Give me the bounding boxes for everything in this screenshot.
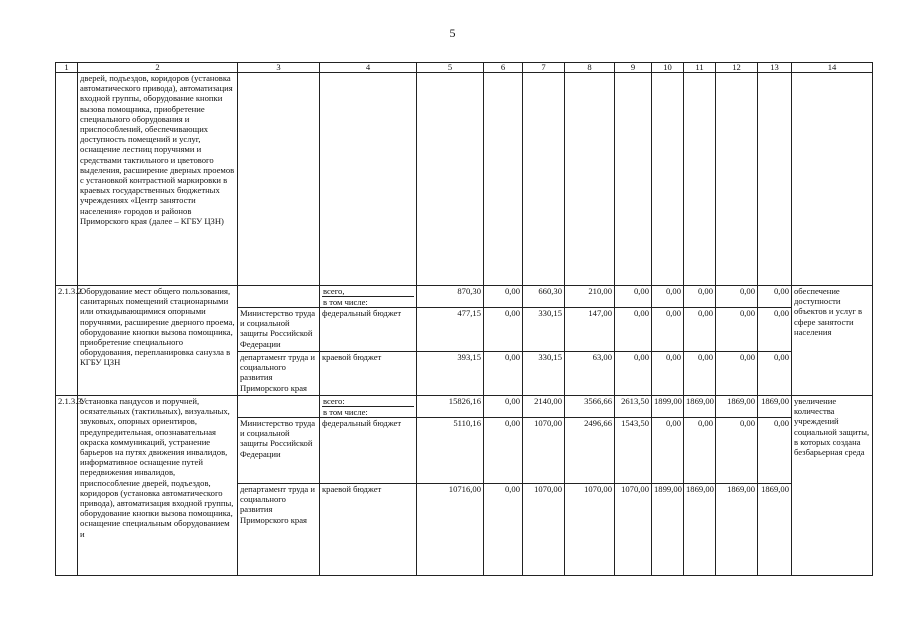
value-cell: 1869,00	[716, 396, 758, 418]
col-header: 11	[684, 63, 716, 73]
value-cell: 0,00	[484, 418, 523, 484]
value-cell: 2140,00	[523, 396, 565, 418]
item-description: Установка пандусов и поручней, осязательных (тактильных), визуальных, звуковых, опорных ориентиров, предупредительная, опознавательная окраска коммуникаций, устранение барьеров на путях движения инвалидов, информативное оснащение путей передвижения инвалидов, приспособление дверей, подъездов, коридоров (установка автоматического привода), автоматизация входной группы, оборудование кнопки вызова помощника, оснащение специальным оборудованием и	[78, 396, 238, 576]
value-cell: 0,00	[484, 396, 523, 418]
value-cell: 0,00	[484, 286, 523, 308]
executor-cell	[238, 286, 320, 308]
value-cell: 330,15	[523, 352, 565, 396]
value-cell: 0,00	[758, 352, 792, 396]
value-cell: 0,00	[684, 308, 716, 352]
value-cell: 0,00	[615, 352, 652, 396]
col-header: 2	[78, 63, 238, 73]
source-cell: краевой бюджет	[320, 352, 417, 396]
value-cell: 477,15	[417, 308, 484, 352]
description-cell: дверей, подъездов, коридоров (установка автоматического привода), автоматизация входной группы, оборудование кнопки вызова помощника, приобретение специального оборудования и приспособлений, обеспечивающих доступность помещений и услуг, оснащение лестниц поручнями и средствами тактильного и цветового выделения, расширение дверных проемов с установкой контрастной маркировки в краевых государственных бюджетных учреждениях «Центр занятости населения» городов и районов Приморского края (далее – КГБУ ЦЗН)	[78, 73, 238, 286]
col-header: 1	[56, 63, 78, 73]
value-cell: 0,00	[758, 286, 792, 308]
source-cell: федеральный бюджет	[320, 308, 417, 352]
col-header: 12	[716, 63, 758, 73]
col-header: 7	[523, 63, 565, 73]
col-header: 8	[565, 63, 615, 73]
value-cell: 0,00	[716, 308, 758, 352]
value-cell: 1070,00	[565, 484, 615, 576]
value-cell: 10716,00	[417, 484, 484, 576]
source-cell	[320, 396, 417, 418]
col-header: 10	[652, 63, 684, 73]
value-cell: 1869,00	[758, 484, 792, 576]
value-cell: 1869,00	[684, 396, 716, 418]
value-cell: 0,00	[615, 286, 652, 308]
continuation-row	[56, 73, 873, 286]
value-cell: 0,00	[758, 308, 792, 352]
result-cell: обеспечение доступности объектов и услуг в сфере занятости населения	[792, 286, 873, 396]
col-header: 3	[238, 63, 320, 73]
value-cell: 0,00	[716, 418, 758, 484]
executor-cell: Министерство труда и социальной защиты Российской Федерации	[238, 418, 320, 484]
executor-cell: Министерство труда и социальной защиты Российской Федерации	[238, 308, 320, 352]
value-cell: 1070,00	[523, 418, 565, 484]
value-cell: 0,00	[684, 418, 716, 484]
value-cell: 0,00	[484, 352, 523, 396]
item-code: 2.1.3.2.	[56, 286, 78, 396]
value-cell: 0,00	[615, 308, 652, 352]
value-cell: 393,15	[417, 352, 484, 396]
value-cell: 1869,00	[758, 396, 792, 418]
col-header: 14	[792, 63, 873, 73]
program-table	[55, 62, 873, 576]
source-cell: федеральный бюджет	[320, 418, 417, 484]
value-cell: 2496,66	[565, 418, 615, 484]
value-cell: 660,30	[523, 286, 565, 308]
source-including: в том числе:	[322, 406, 414, 417]
item-description: Оборудование мест общего пользования, санитарных помещений стационарными или откидывающимися опорными поручнями, расширение дверного проема, оборудование кнопки вызова помощника, приобретение специального оборудования, перепланировка санузла в КГБУ ЦЗН	[78, 286, 238, 396]
value-cell: 210,00	[565, 286, 615, 308]
value-cell: 1899,00	[652, 484, 684, 576]
result-cell: увеличение количества учреждений социальной защиты, в которых создана безбарьерная среда	[792, 396, 873, 576]
col-header: 13	[758, 63, 792, 73]
source-including: в том числе:	[322, 296, 414, 307]
value-cell: 147,00	[565, 308, 615, 352]
executor-cell: департамент труда и социального развития Приморского края	[238, 484, 320, 576]
table-row	[56, 286, 873, 308]
table-row	[56, 396, 873, 418]
value-cell: 870,30	[417, 286, 484, 308]
value-cell: 0,00	[484, 308, 523, 352]
source-cell: краевой бюджет	[320, 484, 417, 576]
col-header: 6	[484, 63, 523, 73]
value-cell: 1869,00	[684, 484, 716, 576]
value-cell: 0,00	[758, 418, 792, 484]
value-cell: 1899,00	[652, 396, 684, 418]
col-header: 5	[417, 63, 484, 73]
value-cell: 0,00	[652, 352, 684, 396]
value-cell: 0,00	[716, 352, 758, 396]
value-cell: 0,00	[716, 286, 758, 308]
item-code: 2.1.3.3.	[56, 396, 78, 576]
col-header: 9	[615, 63, 652, 73]
value-cell: 1070,00	[615, 484, 652, 576]
value-cell: 1869,00	[716, 484, 758, 576]
value-cell: 3566,66	[565, 396, 615, 418]
value-cell: 63,00	[565, 352, 615, 396]
source-cell	[320, 286, 417, 308]
value-cell: 0,00	[652, 308, 684, 352]
value-cell: 15826,16	[417, 396, 484, 418]
source-total: всего,	[323, 286, 345, 296]
value-cell: 0,00	[684, 352, 716, 396]
col-header: 4	[320, 63, 417, 73]
value-cell: 2613,50	[615, 396, 652, 418]
executor-cell: департамент труда и социального развития Приморского края	[238, 352, 320, 396]
executor-cell	[238, 396, 320, 418]
page-number: 5	[449, 26, 456, 40]
value-cell: 0,00	[652, 418, 684, 484]
source-total: всего:	[323, 396, 345, 406]
value-cell: 0,00	[484, 484, 523, 576]
value-cell: 5110,16	[417, 418, 484, 484]
code-cell	[56, 73, 78, 286]
value-cell: 0,00	[684, 286, 716, 308]
column-numbers-row	[56, 63, 873, 73]
value-cell: 330,15	[523, 308, 565, 352]
value-cell: 1070,00	[523, 484, 565, 576]
value-cell: 0,00	[652, 286, 684, 308]
value-cell: 1543,50	[615, 418, 652, 484]
